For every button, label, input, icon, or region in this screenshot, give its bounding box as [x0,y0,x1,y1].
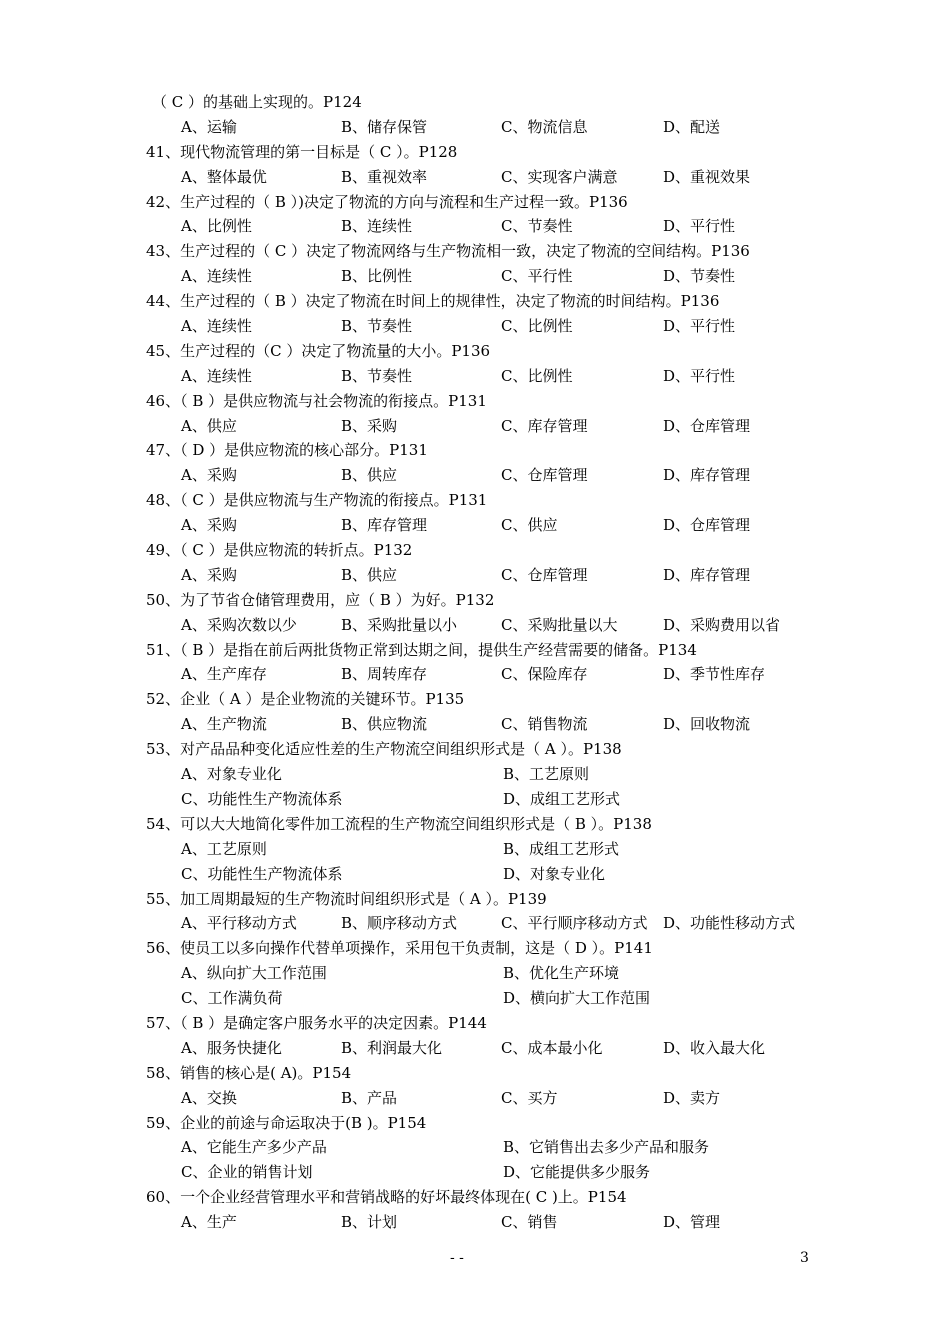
answer-option: D、功能性移动方式 [663,914,796,933]
answer-option: D、成组工艺形式 [503,789,621,808]
question-stem: （ C ）的基础上实现的。P124 [152,93,362,111]
answer-option: A、它能生产多少产品 [181,1138,327,1157]
answer-option: D、收入最大化 [663,1038,766,1057]
answer-option: B、供应 [341,466,398,485]
answer-option: C、比例性 [501,317,573,336]
answer-option: D、平行性 [663,366,736,385]
answer-option: C、销售物流 [501,715,588,734]
answer-option: A、采购次数以少 [181,615,297,634]
answer-option: B、供应物流 [341,715,428,734]
options-row [0,662,950,687]
answer-option: A、纵向扩大工作范围 [181,964,327,983]
question-stem: 55、加工周期最短的生产物流时间组织形式是（ A ）。P139 [146,889,547,908]
answer-option: D、库存管理 [663,466,751,485]
answer-option: A、运输 [181,117,237,136]
answer-option: A、生产 [181,1213,237,1232]
answer-option: D、平行性 [663,217,736,236]
answer-option: D、重视效果 [663,167,751,186]
answer-option: D、仓库管理 [663,516,751,535]
answer-option: D、仓库管理 [663,416,751,435]
answer-option: A、对象专业化 [181,765,282,784]
options-row [0,563,950,588]
answer-option: C、保险库存 [501,665,588,684]
answer-option: D、它能提供多少服务 [503,1163,651,1182]
answer-option: A、采购 [181,516,237,535]
options-row [0,214,950,239]
answer-option: B、工艺原则 [503,765,590,784]
options-row [0,1160,950,1185]
question-stem: 57、（ B ）是确定客户服务水平的决定因素。P144 [146,1013,487,1032]
answer-option: C、功能性生产物流体系 [181,864,343,883]
question-stem: 48、（ C ）是供应物流与生产物流的衔接点。P131 [146,491,488,510]
options-row [0,787,950,812]
answer-option: C、库存管理 [501,416,588,435]
question-stem: 52、企业（ A ）是企业物流的关键环节。P135 [146,690,465,709]
answer-option: B、计划 [341,1213,398,1232]
options-row [0,364,950,389]
question-stem: 46、（ B ）是供应物流与社会物流的衔接点。P131 [146,391,487,410]
options-row [0,1036,950,1061]
answer-option: B、它销售出去多少产品和服务 [503,1138,710,1157]
answer-option: A、采购 [181,565,237,584]
answer-option: B、连续性 [341,217,413,236]
answer-option: C、仓库管理 [501,466,588,485]
answer-option: A、生产物流 [181,715,267,734]
options-row [0,314,950,339]
question-stem: 53、对产品品种变化适应性差的生产物流空间组织形式是（ A ）。P138 [146,740,622,759]
question-stem: 58、销售的核心是( A)。P154 [146,1063,352,1082]
answer-option: B、供应 [341,565,398,584]
answer-option: B、库存管理 [341,516,428,535]
question-stem: 45、生产过程的（C ）决定了物流量的大小。P136 [146,341,491,360]
answer-option: D、库存管理 [663,565,751,584]
options-row [0,986,950,1011]
answer-option: A、连续性 [181,317,252,336]
answer-option: C、平行顺序移动方式 [501,914,648,933]
answer-option: C、平行性 [501,267,573,286]
options-row [0,165,950,190]
answer-option: A、生产库存 [181,665,267,684]
answer-option: C、实现客户满意 [501,167,618,186]
question-stem: 56、使员工以多向操作代替单项操作，采用包干负责制，这是（ D ）。P141 [146,939,653,958]
answer-option: C、企业的销售计划 [181,1163,313,1182]
page-number: 3 [800,1250,809,1266]
question-stem: 47、（ D ）是供应物流的核心部分。P131 [146,441,428,460]
options-row [0,762,950,787]
answer-option: A、采购 [181,466,237,485]
answer-option: A、供应 [181,416,237,435]
options-row [0,513,950,538]
answer-option: A、连续性 [181,366,252,385]
question-stem: 54、可以大大地简化零件加工流程的生产物流空间组织形式是（ B ）。P138 [146,814,652,833]
options-row [0,1086,950,1111]
answer-option: B、优化生产环境 [503,964,620,983]
options-row [0,1135,950,1160]
answer-option: D、卖方 [663,1088,721,1107]
answer-option: B、采购批量以小 [341,615,458,634]
question-stem: 50、为了节省仓储管理费用，应（ B ）为好。P132 [146,590,495,609]
answer-option: B、周转库存 [341,665,428,684]
answer-option: B、产品 [341,1088,398,1107]
answer-option: C、买方 [501,1088,558,1107]
answer-option: D、横向扩大工作范围 [503,989,651,1008]
document-body [0,90,950,1235]
question-stem: 43、生产过程的（ C ）决定了物流网络与生产物流相一致，决定了物流的空间结构。P136 [146,242,750,261]
answer-option: A、平行移动方式 [181,914,297,933]
answer-option: C、成本最小化 [501,1038,603,1057]
answer-option: D、对象专业化 [503,864,606,883]
answer-option: B、利润最大化 [341,1038,443,1057]
options-row [0,115,950,140]
question-stem: 42、生产过程的（ B ）)决定了物流的方向与流程和生产过程一致。P136 [146,192,628,211]
options-row [0,911,950,936]
answer-option: B、储存保管 [341,117,428,136]
answer-option: B、采购 [341,416,398,435]
answer-option: C、物流信息 [501,117,588,136]
options-row [0,862,950,887]
answer-option: D、平行性 [663,317,736,336]
options-row [0,463,950,488]
answer-option: B、节奏性 [341,317,413,336]
answer-option: D、采购费用以省 [663,615,781,634]
answer-option: B、节奏性 [341,366,413,385]
answer-option: B、顺序移动方式 [341,914,458,933]
question-stem: 59、企业的前途与命运取决于(B )。P154 [146,1113,427,1132]
answer-option: D、回收物流 [663,715,751,734]
answer-option: D、季节性库存 [663,665,766,684]
footer-dashes: - - [450,1250,464,1266]
options-row [0,712,950,737]
options-row [0,961,950,986]
question-stem: 60、一个企业经营管理水平和营销战略的好坏最终体现在( C )上。P154 [146,1188,627,1207]
answer-option: A、工艺原则 [181,839,267,858]
answer-option: A、交换 [181,1088,237,1107]
answer-option: A、服务快捷化 [181,1038,282,1057]
answer-option: B、比例性 [341,267,413,286]
answer-option: B、重视效率 [341,167,428,186]
answer-option: A、整体最优 [181,167,267,186]
answer-option: C、比例性 [501,366,573,385]
answer-option: D、管理 [663,1213,721,1232]
answer-option: C、功能性生产物流体系 [181,789,343,808]
options-row [0,264,950,289]
answer-option: C、工作满负荷 [181,989,283,1008]
options-row [0,414,950,439]
question-stem: 41、现代物流管理的第一目标是（ C ）。P128 [146,142,458,161]
answer-option: C、采购批量以大 [501,615,618,634]
options-row [0,1210,950,1235]
answer-option: C、销售 [501,1213,558,1232]
answer-option: B、成组工艺形式 [503,839,620,858]
question-stem: 51、（ B ）是指在前后两批货物正常到达期之间，提供生产经营需要的储备。P134 [146,640,697,659]
options-row [0,613,950,638]
question-stem: 44、生产过程的（ B ）决定了物流在时间上的规律性，决定了物流的时间结构。P136 [146,292,720,311]
answer-option: A、连续性 [181,267,252,286]
options-row [0,837,950,862]
answer-option: C、节奏性 [501,217,573,236]
answer-option: A、比例性 [181,217,252,236]
answer-option: D、配送 [663,117,721,136]
answer-option: D、节奏性 [663,267,736,286]
answer-option: C、仓库管理 [501,565,588,584]
question-stem: 49、（ C ）是供应物流的转折点。P132 [146,541,413,560]
answer-option: C、供应 [501,516,558,535]
